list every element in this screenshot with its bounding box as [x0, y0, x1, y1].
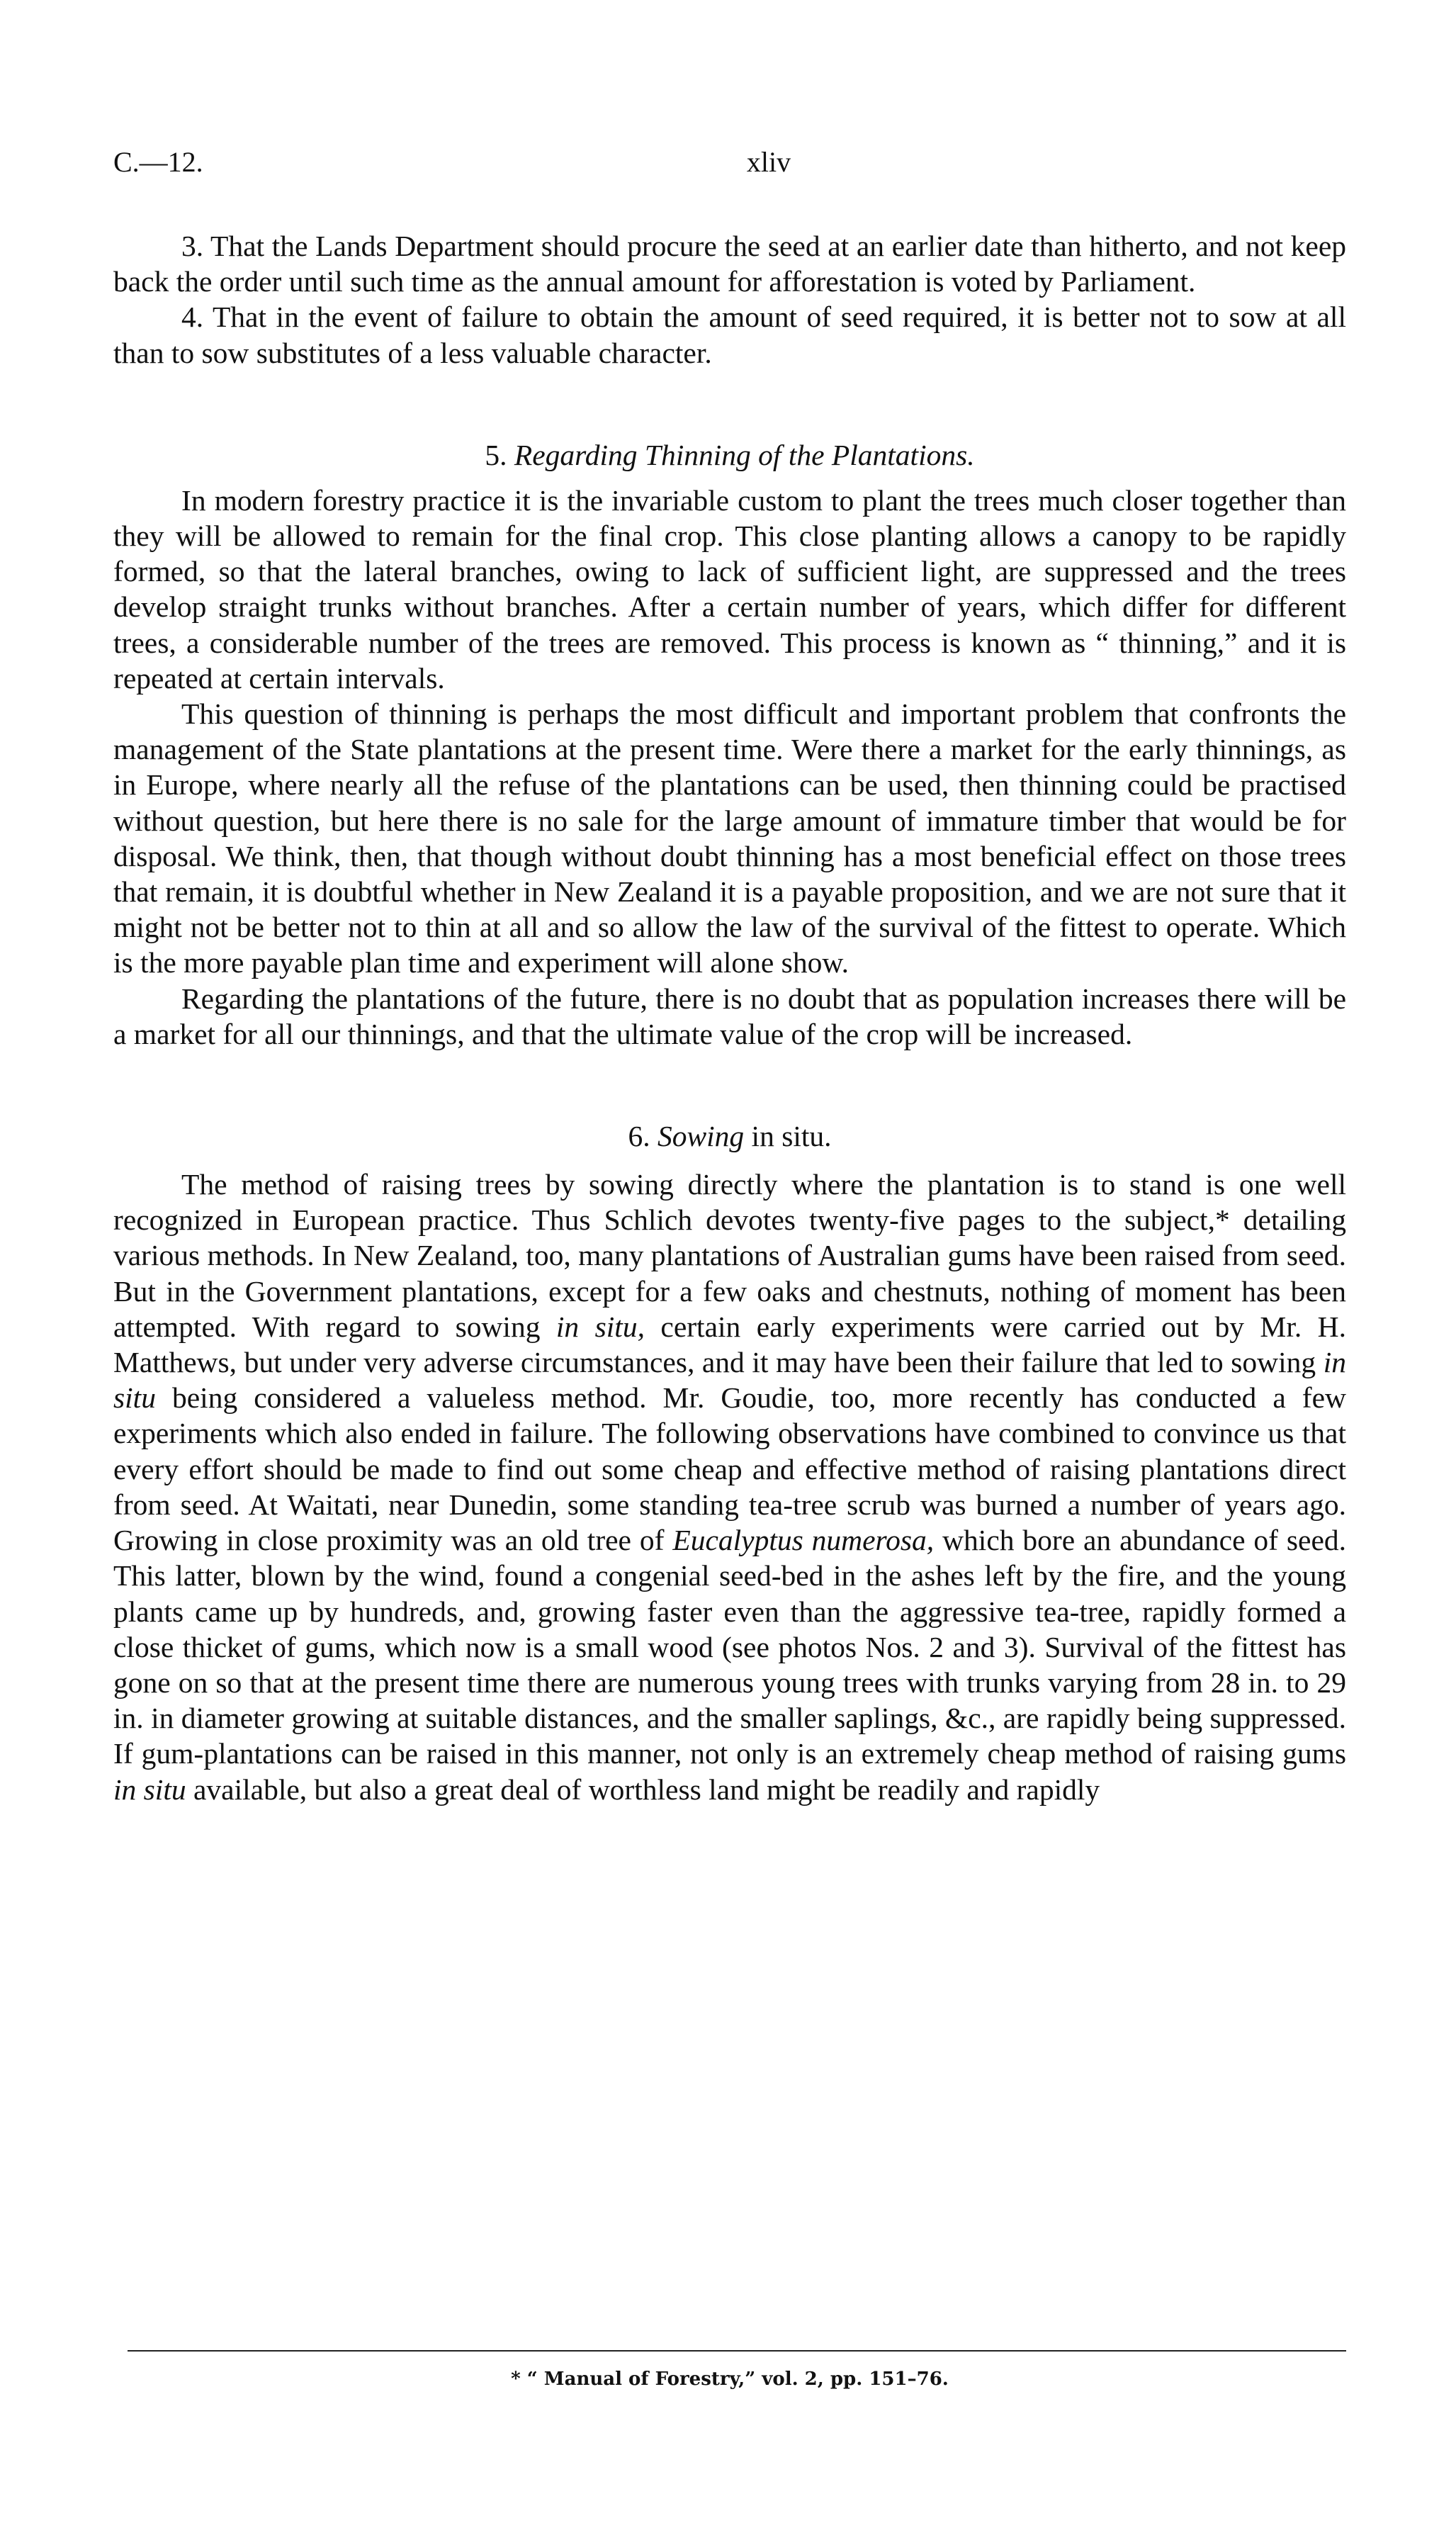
section-5-heading: [113, 437, 1346, 473]
body-text: [113, 228, 1346, 1807]
footnote-divider: [128, 2350, 1346, 2352]
section-6-number: 6.: [628, 1120, 650, 1153]
italic-term: in situ,: [555, 1310, 645, 1343]
section-5-number: 5.: [485, 438, 507, 471]
species-name: Eucalyptus numerosa,: [672, 1524, 935, 1557]
text-run: The method of raising trees by sowing directly where the plantation is to stand is one well recognized in European practice. Thus Schlich devotes twenty-five pages to the subject,* detailing various methods. In New Zealand, too, many plantations of Australian gums have been raised from seed. But in the Government plantations, except for a few oaks and chestnuts, nothing of moment has been attempted. With regard to sowing: [113, 1168, 1346, 1343]
paragraph-recommendation-4: 4. That in the event of failure to obtain the amount of seed required, it is better not to sow at all than to sow substitutes of a less valuable character.: [113, 300, 1346, 369]
page-number: xliv: [746, 146, 791, 178]
section-6-title-rest: in situ.: [751, 1120, 832, 1153]
italic-term: in situ: [113, 1346, 1346, 1415]
text-run: which bore an abundance of seed. This latter, blown by the wind, found a congenial seed-bed in the ashes left by the fire, and the young plants came up by hundreds, and, growing faster even than the aggressive tea-tree, rapidly formed a close thicket of gums, which now is a small wood (see photos Nos. 2 and 3). Survival of the fittest has gone on so that at the present time there are numerous young trees with trunks varying from 28 in. to 29 in. in diameter growing at suitable distances, and the smaller saplings, &c., are rapidly being suppressed. If gum-plantations can be raised in this manner, not only is an extremely cheap method of raising gums: [113, 1524, 1346, 1770]
text-run: being considered a valueless method. Mr. Goudie, too, more recently has conducted a few experiments which also ended in failure. The following observations have combined to convince us that every effort should be made to find out some cheap and effective method of raising plantations direct from seed. At Waitati, near Dunedin, some standing tea-tree scrub was burned a number of years ago. Growing in close proximity was an old tree of: [113, 1381, 1346, 1557]
section-6-heading: [113, 1118, 1346, 1154]
italic-term: in situ: [113, 1772, 186, 1806]
section-5-paragraph: Regarding the plantations of the future, there is no doubt that as population increases there will be a market for all our thinnings, and that the ultimate value of the crop will be increased.: [113, 982, 1346, 1050]
section-6-paragraph: [113, 1167, 1346, 1807]
section-5-paragraph: This question of thinning is perhaps the most difficult and important problem that confronts the management of the State plantations at the present time. Were there a market for the early thinnings, as in Europe, where nearly all the refuse of the plantations can be used, then thinning could be practised without question, but here there is no sale for the large amount of immature timber that would be for disposal. We think, then, that though without doubt thinning has a most beneficial effect on those trees that remain, it is doubtful whether in New Zealand it is a payable proposition, and we are not sure that it might not be better not to thin at all and so allow the law of the survival of the fittest to operate. Which is the more payable plan time and experiment will alone show.: [113, 697, 1346, 979]
section-5-paragraph: In modern forestry practice it is the invariable custom to plant the trees much closer together than they will be allowed to remain for the final crop. This close planting allows a canopy to be rapidly formed, so that the lateral branches, owing to lack of sufficient light, are suppressed and the trees develop straight trunks without branches. After a certain number of years, which differ for different trees, a considerable number of the trees are removed. This process is known as “ thinning,” and it is repeated at certain intervals.: [113, 483, 1346, 695]
paragraph-recommendation-3: 3. That the Lands Department should procure the seed at an earlier date than hitherto, and not keep back the order until such time as the annual amount for afforestation is voted by Parliament.: [113, 230, 1346, 298]
text-run: certain early experiments were carried out by Mr. H. Matthews, but under very adverse circumstances, and it may have been their failure that led to sowing: [113, 1310, 1347, 1379]
footnote: * “ Manual of Forestry,” vol. 2, pp. 151–76.: [511, 2369, 949, 2390]
page-header: [113, 145, 1346, 188]
section-6-title-italic: Sowing: [657, 1120, 745, 1153]
text-run: available, but also a great deal of worthless land might be readily and rapidly: [186, 1772, 1100, 1806]
report-reference: C.—12.: [113, 146, 203, 178]
section-5-title: Regarding Thinning of the Plantations.: [514, 438, 975, 471]
